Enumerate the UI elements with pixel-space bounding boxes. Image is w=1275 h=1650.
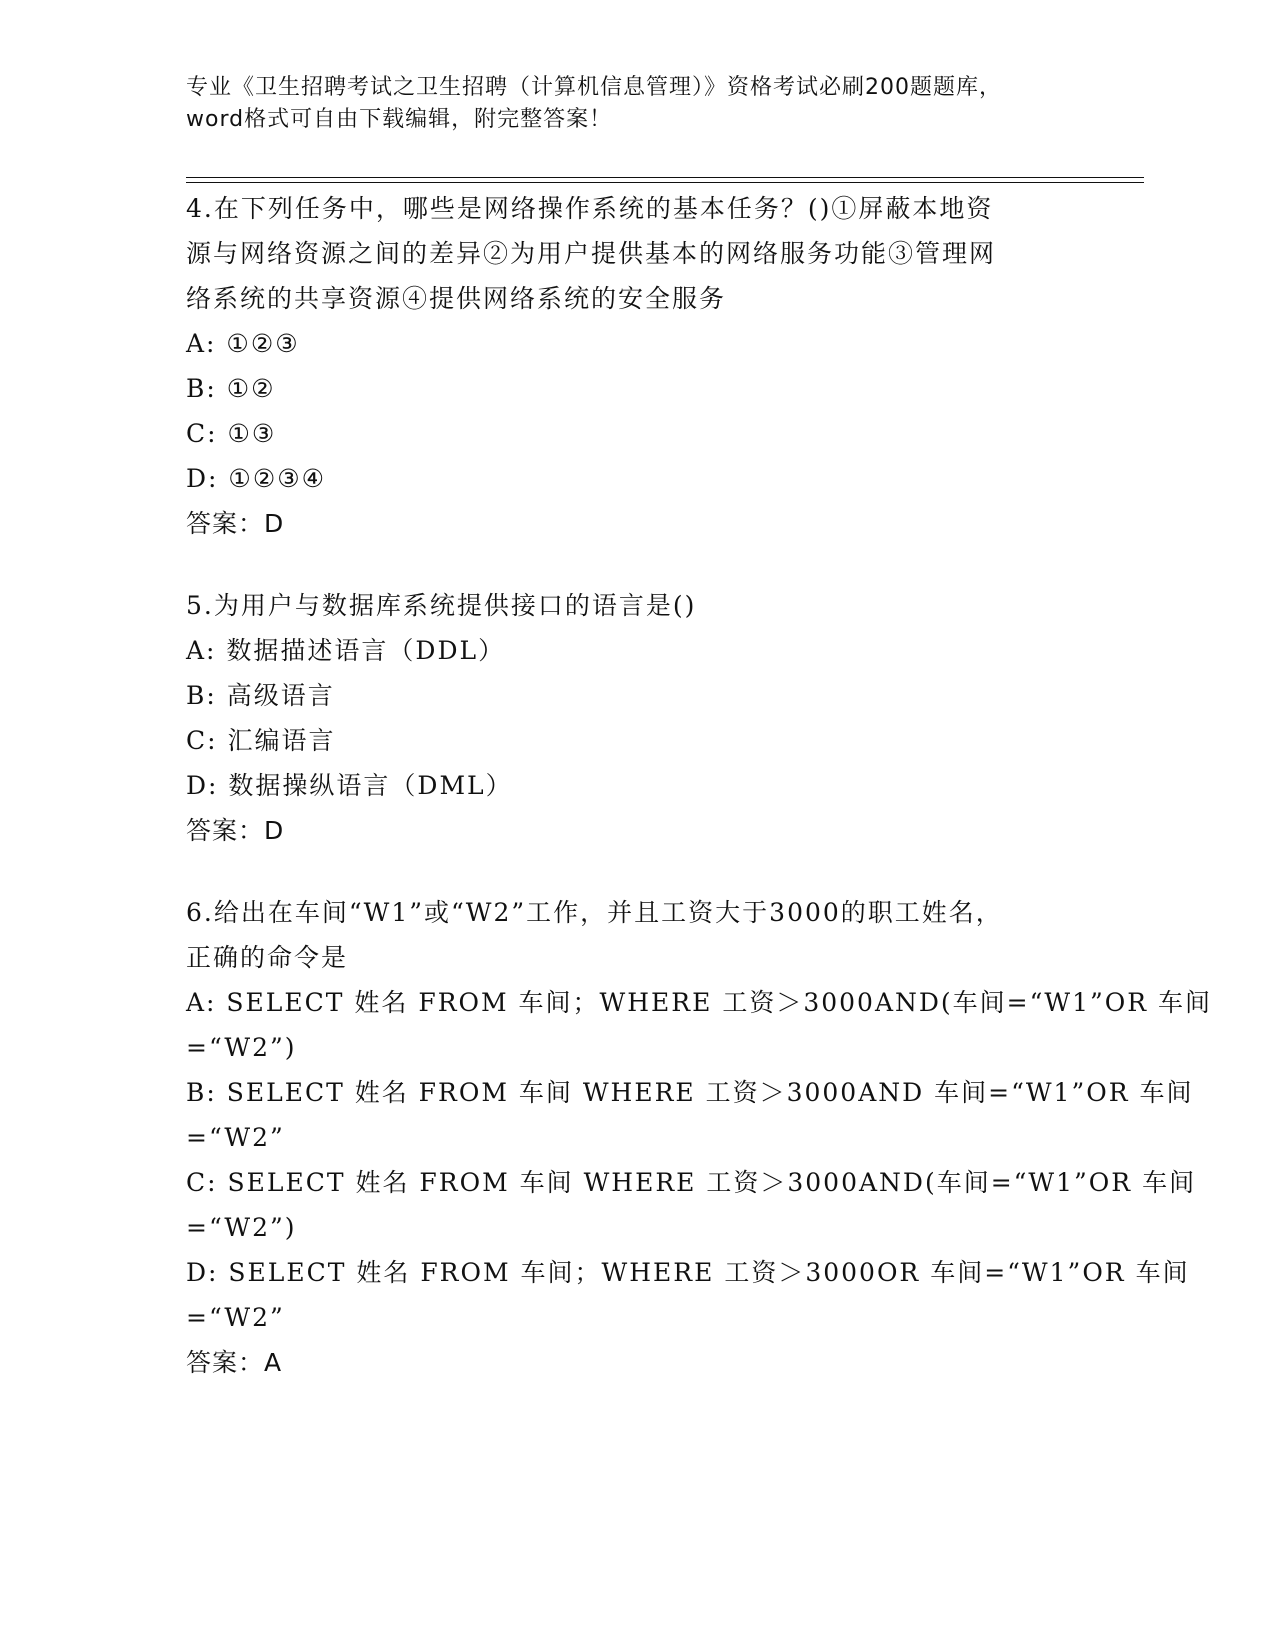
header-divider-top xyxy=(186,177,1144,178)
option-line: A: ①②③ xyxy=(186,329,300,358)
option-line: C: 汇编语言 xyxy=(186,726,336,755)
question-item xyxy=(186,890,1213,1385)
document-header xyxy=(186,72,1086,136)
option-line: B: SELECT 姓名 FROM 车间 WHERE 工资＞3000AND 车间=“W1”OR 车间 xyxy=(186,1078,1194,1107)
option-line: =“W2”) xyxy=(186,1033,297,1062)
option-line: B: ①② xyxy=(186,374,276,403)
question-item xyxy=(186,186,1086,546)
question-item xyxy=(186,583,1086,853)
question-stem-line: 正确的命令是 xyxy=(186,943,349,972)
option-line: =“W2” xyxy=(186,1303,285,1332)
option-line: D: SELECT 姓名 FROM 车间；WHERE 工资＞3000OR 车间=“W1”OR 车间 xyxy=(186,1258,1190,1287)
question-stem-line: 源与网络资源之间的差异②为用户提供基本的网络服务功能③管理网 xyxy=(186,239,997,268)
question-list xyxy=(186,186,1213,1422)
option-line: D: ①②③④ xyxy=(186,464,327,493)
option-line: A: 数据描述语言（DDL） xyxy=(186,636,506,665)
answer-line: 答案：A xyxy=(186,1348,283,1377)
option-line: A: SELECT 姓名 FROM 车间；WHERE 工资＞3000AND(车间=“W1”OR 车间 xyxy=(186,988,1213,1017)
question-stem-line: 6.给出在车间“W1”或“W2”工作，并且工资大于3000的职工姓名， xyxy=(186,898,1003,927)
option-line: C: SELECT 姓名 FROM 车间 WHERE 工资＞3000AND(车间=“W1”OR 车间 xyxy=(186,1168,1197,1197)
answer-line: 答案：D xyxy=(186,816,285,845)
header-title-line-2: word格式可自由下载编辑，附完整答案！ xyxy=(186,107,613,132)
answer-line: 答案：D xyxy=(186,509,285,538)
option-line: D: 数据操纵语言（DML） xyxy=(186,771,513,800)
header-divider-bottom xyxy=(186,182,1144,183)
option-line: B: 高级语言 xyxy=(186,681,335,710)
question-stem-line: 5.为用户与数据库系统提供接口的语言是() xyxy=(186,591,697,620)
question-stem-line: 4.在下列任务中，哪些是网络操作系统的基本任务？()①屏蔽本地资 xyxy=(186,194,994,223)
option-line: C: ①③ xyxy=(186,419,277,448)
question-stem-line: 络系统的共享资源④提供网络系统的安全服务 xyxy=(186,284,727,313)
option-line: =“W2” xyxy=(186,1123,285,1152)
option-line: =“W2”) xyxy=(186,1213,297,1242)
header-title-line-1: 专业《卫生招聘考试之卫生招聘（计算机信息管理）》资格考试必刷200题题库， xyxy=(186,75,1002,100)
